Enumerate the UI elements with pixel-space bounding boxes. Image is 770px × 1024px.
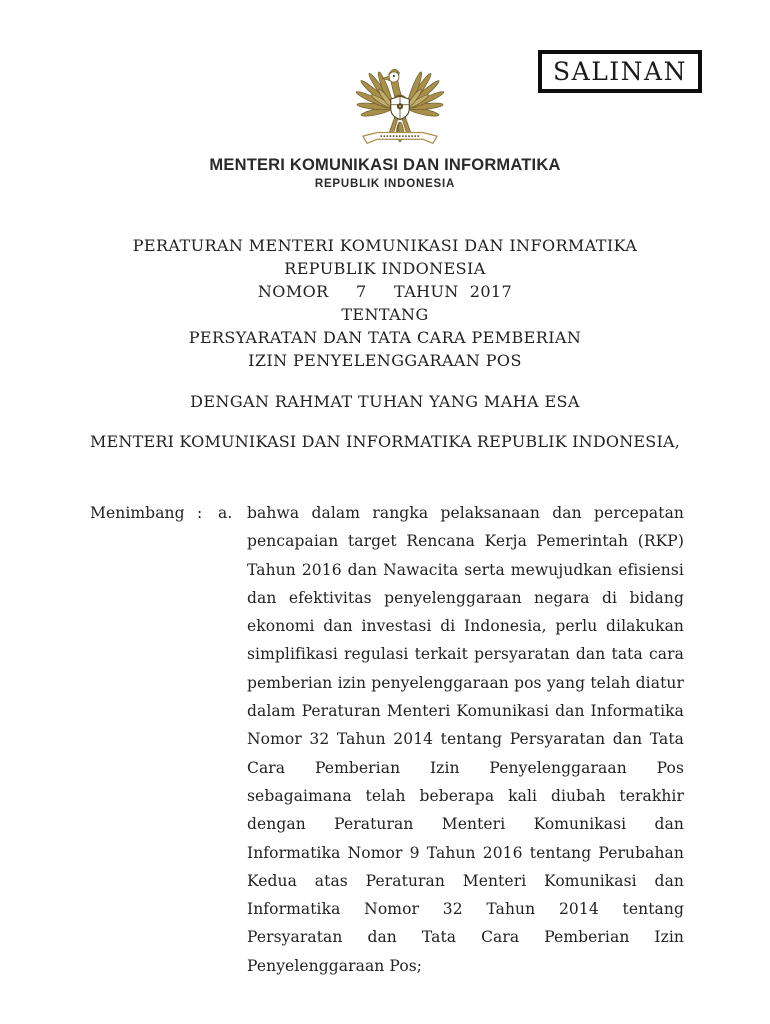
garuda-pancasila-emblem [346, 59, 454, 149]
title-line-subject-2: IZIN PENYELENGGARAAN POS [248, 351, 522, 370]
considerations-separator: : [197, 504, 203, 522]
title-line-regulation: PERATURAN MENTERI KOMUNIKASI DAN INFORMATIKA [132, 236, 638, 255]
regulation-title-block [0, 234, 770, 372]
considerations-label: Menimbang [90, 504, 185, 522]
title-line-tentang: TENTANG [341, 305, 429, 324]
title-line-number-year: NOMOR 7 TAHUN 2017 [257, 282, 513, 301]
consideration-item-marker: a. [218, 504, 233, 522]
letterhead-country: REPUBLIK INDONESIA [314, 178, 456, 190]
garuda-pancasila-icon [346, 59, 454, 149]
title-line-country: REPUBLIK INDONESIA [284, 259, 486, 278]
salinan-stamp-label: SALINAN [553, 57, 687, 86]
salinan-stamp [538, 50, 702, 93]
letterhead-ministry: MENTERI KOMUNIKASI DAN INFORMATIKA [209, 156, 561, 174]
considerations-section [90, 499, 684, 980]
title-line-subject-1: PERSYARATAN DAN TATA CARA PEMBERIAN [188, 328, 582, 347]
letterhead [0, 156, 770, 190]
consideration-item-text: bahwa dalam rangka pelaksanaan dan percepatan pencapaian target Rencana Kerja Pemerintah (RKP) Tahun 2016 dan Nawacita serta mewujudkan efisiensi dan efektivitas penyelenggaraan negara di bidang ekonomi dan investasi di Indonesia, perlu dilakukan simplifikasi regulasi terkait persyaratan dan tata cara pemberian izin penyelenggaraan pos yang telah diatur dalam Peraturan Menteri Komunikasi dan Informatika Nomor 32 Tahun 2014 tentang Persyaratan dan Tata Cara Pemberian Izin Penyelenggaraan Pos sebagaimana telah beberapa kali diubah terakhir dengan Peraturan Menteri Komunikasi dan Informatika Nomor 9 Tahun 2016 tentang Perubahan Kedua atas Peraturan Menteri Komunikasi dan Informatika Nomor 32 Tahun 2014 tentang Persyaratan dan Tata Cara Pemberian Izin Penyelenggaraan Pos; [247, 504, 684, 975]
issuer-line: MENTERI KOMUNIKASI DAN INFORMATIKA REPUBLIK INDONESIA, [89, 432, 681, 451]
invocation-line: DENGAN RAHMAT TUHAN YANG MAHA ESA [190, 392, 580, 411]
